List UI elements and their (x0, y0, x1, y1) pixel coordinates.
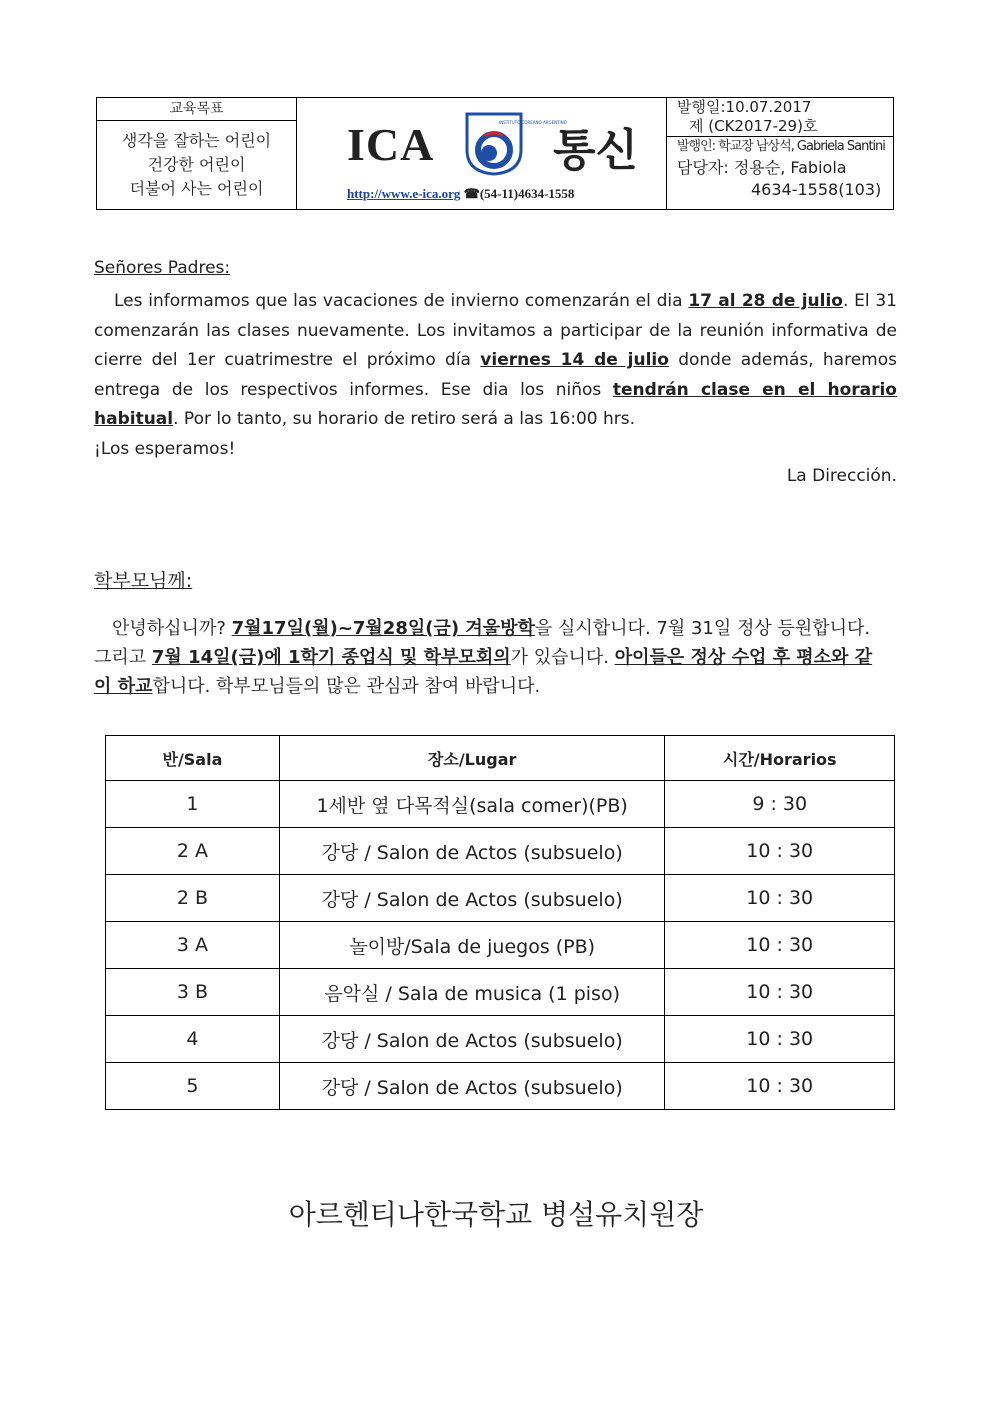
korean-text: 을 실시합니다. 7월 31일 정상 등원합니다. 그리고 (94, 618, 871, 668)
column-header-sala: 반/Sala (106, 736, 280, 781)
class-schedule-note-ko: 아이들은 정상 수업 후 평소와 같이 하교 (94, 647, 873, 697)
schedule-table (105, 735, 895, 1110)
meeting-date-ko: 7월 14일(금)에 1학기 종업식 및 학부모회의 (151, 647, 511, 668)
horario-cell: 10 : 30 (665, 828, 895, 875)
spanish-text: Les informamos que las vacaciones de invierno comenzarán el dia (114, 291, 689, 311)
masthead (297, 98, 667, 209)
publisher: 발행인: 학교장 남상석, Gabriela Santini (677, 139, 885, 154)
class-schedule-note: tendrán clase en el horario habitual (94, 379, 897, 429)
spanish-paragraph (94, 287, 897, 464)
newsletter-title: 통신 (553, 125, 639, 176)
horario-cell: 9 : 30 (665, 781, 895, 828)
spanish-greeting: Señores Padres: (94, 258, 231, 278)
contact-person: 담당자: 정용순, Fabiola (677, 158, 847, 177)
spanish-text: donde además, haremos entrega de los respectivos informes. Ese dia los niños (94, 350, 897, 400)
table-row (106, 1016, 895, 1063)
korean-text: 가 있습니다. (510, 647, 615, 668)
korean-text: 안녕하십니까? (112, 618, 232, 639)
korean-greeting: 학부모님께: (94, 570, 193, 592)
issue-number: 제 (CK2017-29)호 (667, 117, 893, 137)
korean-text: 합니다. 학부모님들의 많은 관심과 참여 바랍니다. (152, 676, 541, 697)
issuer-signature: 아르헨티나한국학교 병설유치원장 (288, 1198, 704, 1231)
goals-list (97, 121, 296, 209)
horario-cell: 10 : 30 (665, 969, 895, 1016)
horario-cell: 10 : 30 (665, 922, 895, 969)
goal-item: 건강한 어린이 (147, 155, 246, 174)
sala-cell: 2 A (106, 828, 280, 875)
logo-text: INSTITUTO COREANO ARGENTINO (499, 120, 567, 125)
spanish-text: . El 31 comenzarán las clases nuevamente. Los invitamos a participar de la reunión informativa de cierre del 1er cuatrimestre el próximo día (94, 291, 898, 370)
column-header-lugar: 장소/Lugar (279, 736, 665, 781)
table-row (106, 781, 895, 828)
signature: La Dirección. (786, 466, 897, 486)
contact-phone: 4634-1558(103) (751, 180, 882, 199)
meeting-date: viernes 14 de julio (480, 350, 669, 370)
table-row (106, 969, 895, 1016)
goal-item: 생각을 잘하는 어린이 (121, 131, 272, 150)
lugar-cell: 강당 / Salon de Actos (subsuelo) (279, 1016, 665, 1063)
spanish-text: . Por lo tanto, su horario de retiro será a las 16:00 hrs. (173, 409, 636, 429)
lugar-cell: 놀이방/Sala de juegos (PB) (279, 922, 665, 969)
lugar-cell: 강당 / Salon de Actos (subsuelo) (279, 875, 665, 922)
horario-cell: 10 : 30 (665, 1063, 895, 1110)
issue-info (667, 98, 893, 209)
brand-name: ICA (347, 119, 435, 170)
lugar-cell: 강당 / Salon de Actos (subsuelo) (279, 828, 665, 875)
horario-cell: 10 : 30 (665, 875, 895, 922)
sala-cell: 4 (106, 1016, 280, 1063)
column-header-horarios: 시간/Horarios (665, 736, 895, 781)
spanish-closing: ¡Los esperamos! (94, 438, 236, 459)
education-goals-box (97, 98, 297, 209)
table-row (106, 922, 895, 969)
goals-title: 교육목표 (97, 98, 296, 121)
table-row (106, 828, 895, 875)
phone-number: ☎(54-11)4634-1558 (463, 186, 575, 201)
goal-item: 더불어 사는 어린이 (129, 179, 264, 198)
horario-cell: 10 : 30 (665, 1016, 895, 1063)
table-row (106, 875, 895, 922)
table-row (106, 1063, 895, 1110)
sala-cell: 3 B (106, 969, 280, 1016)
contact-line (347, 186, 574, 202)
lugar-cell: 음악실 / Sala de musica (1 piso) (279, 969, 665, 1016)
website-link[interactable]: http://www.e-ica.org (347, 186, 461, 201)
lugar-cell: 강당 / Salon de Actos (subsuelo) (279, 1063, 665, 1110)
vacation-dates: 17 al 28 de julio (688, 291, 843, 311)
table-header-row (106, 736, 895, 781)
newsletter-header (96, 97, 894, 210)
sala-cell: 1 (106, 781, 280, 828)
school-logo-icon (463, 110, 567, 176)
issue-date: 발행일:10.07.2017 (677, 98, 812, 116)
sala-cell: 5 (106, 1063, 280, 1110)
sala-cell: 3 A (106, 922, 280, 969)
vacation-dates-ko: 7월17일(월)~7월28일(금) 겨울방학 (231, 618, 535, 639)
lugar-cell: 1세반 옆 다목적실(sala comer)(PB) (279, 781, 665, 828)
sala-cell: 2 B (106, 875, 280, 922)
korean-paragraph (94, 614, 884, 701)
